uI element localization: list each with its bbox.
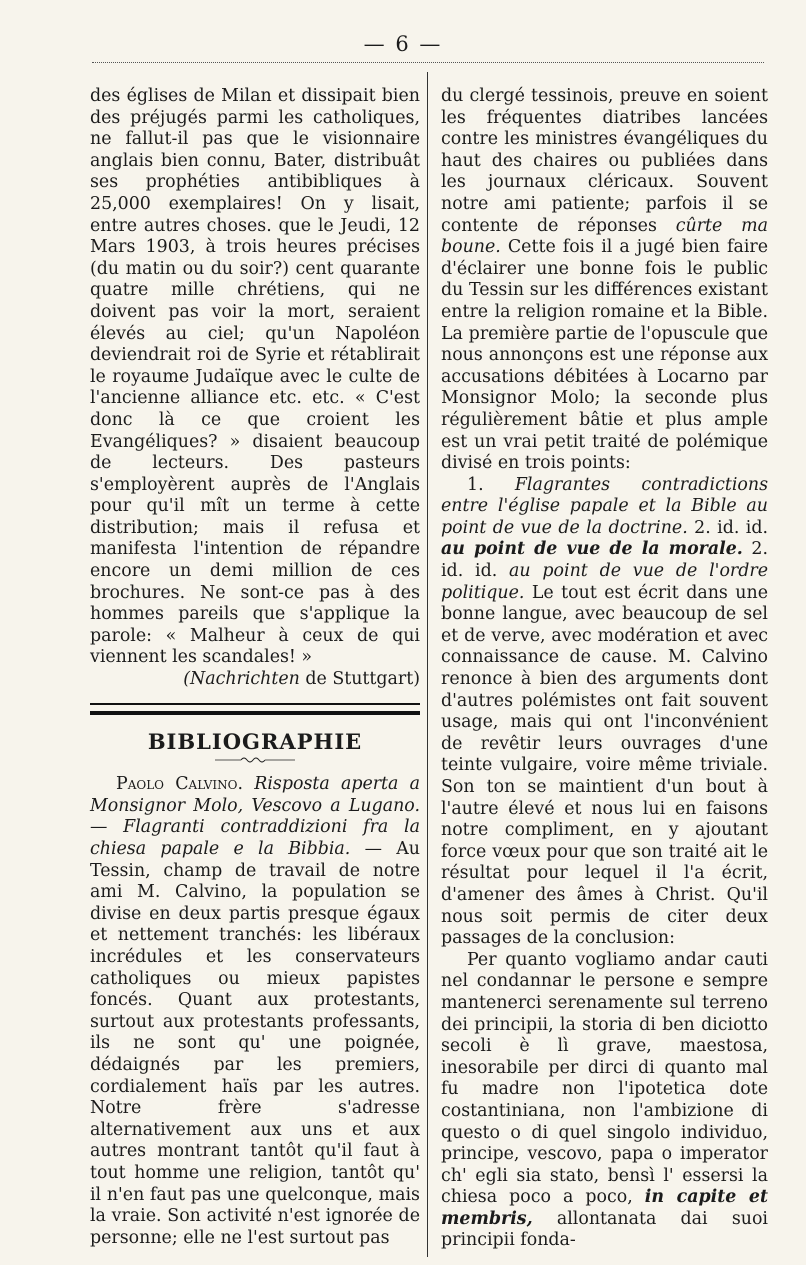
page-number: — 6 — <box>363 32 443 56</box>
quote-text: allontanata dai suoi principii fonda- <box>441 1208 768 1251</box>
source-name: (Nachrichten <box>183 669 300 690</box>
source-city: de Stuttgart) <box>299 669 420 690</box>
review-text: du clergé tessinois, preuve en soient les fréquentes diatribes lancées contre les ministres évangéliques du haut des chaires ou publiées dans les journaux cléricaux. Souvent notre ami patiente; parfois il se contente de réponses <box>441 86 768 236</box>
review-paragraph-2 <box>441 475 768 950</box>
header-rule <box>92 62 764 63</box>
quotation-paragraph <box>441 950 768 1252</box>
review-paragraph-1 <box>441 86 768 475</box>
latin-phrase: in capite et membris, <box>441 1187 768 1229</box>
point-number: 2. id. id. <box>441 539 769 582</box>
point-number: 2. id. id. <box>687 517 768 538</box>
biblio-review-text: — Au Tessin, champ de travail de notre ami M. Calvino, la population se divise en deux partis presque égaux et nettement tranchés: les libéraux incrédules et les conservateurs catholiques ou mieux papistes foncés. Quant aux protestants, surtout aux protestants professants, ils ne sont qu' une poignée, dédaignés par les premiers, cordialement haïs par les autres. Notre frère s'adresse alternativement aux uns et aux autres montrant tantôt qu'il faut à tout homme une religion, tantôt qu' il n'en faut pas une quelconque, mais la vraie. Son activité n'est ignorée de personne; elle ne l'est surtout pas <box>90 839 420 1248</box>
point-title: au point de vue de la morale. <box>441 539 743 560</box>
biblio-title: Risposta aperta a Monsignor Molo, Vescovo a Lugano. — Flagranti contraddizioni fra la chiesa papale e la Bibbia. <box>90 774 420 859</box>
left-column <box>90 86 420 1249</box>
ornament-divider-icon <box>215 756 295 764</box>
right-column <box>441 86 768 1252</box>
point-number: 1. <box>467 474 515 495</box>
section-title: BIBLIOGRAPHIE <box>147 728 363 754</box>
point-title: au point de vue de l'ordre politique. <box>441 561 768 603</box>
article-continuation: des églises de Milan et dissipait bien des préjugés parmi les catholiques, ne fallut-il pas que le visionnaire anglais bien connu, Bater, distribuât ses prophéties antibibliques à 25,000 exemplaires! On y lisait, entre autres choses. que le Jeudi, 12 Mars 1903, à trois heures précises (du matin ou du soir?) cent quarante quatre mille chrétiens, qui ne doivent pas voir la mort, seraient élevés au ciel; qu'un Napoléon deviendrait roi de Syrie et rétablirait le royaume Judaïque avec le culte de l'ancienne alliance etc. etc. « C'est donc là ce que croient les Evangéliques? » disaient beaucoup de lecteurs. Des pasteurs s'employèrent auprès de l'Anglais pour qu'il mît un terme à cette distribution; mais il refusa et manifesta l'intention de répandre encore un demi million de ces brochures. Ne sont-ce pas à des hommes pareils que s'applique la parole: « Malheur à ceux de qui viennent les scandales! » <box>90 86 420 668</box>
quote-text: Per quanto vogliamo andar cauti nel condannar le persone e sempre mantenerci serenamente sul terreno dei principii, la storia di ben diciotto secoli è lì grave, maestosa, inesorabile per dirci di quanto mal fu madre non l'ipotetica dote costantiniana, non l'ambizione di questo o di quel singolo individuo, principe, vescovo, papa o imperator ch' egli sia stato, bensì l' essersi la chiesa poco a poco, <box>441 949 768 1208</box>
section-rule <box>90 703 420 715</box>
column-divider <box>427 72 428 1257</box>
bibliography-entry <box>90 774 420 1249</box>
review-text: Le tout est écrit dans une bonne langue, avec beaucoup de sel et de verve, avec modération et avec connaissance de cause. M. Calvino renonce à bien des arguments dont d'autres polémistes ont fait souvent usage, mais qui ont l'inconvénient de revêtir leurs ouvrages d'une teinte vulgaire, voire même triviale. Son ton se maintient d'un bout à l'autre élevé et nous lui en faisons notre compliment, en y ajoutant force vœux pour que son traité ait le résultat pour lequel il l'a écrit, d'amener des âmes à Christ. Qu'il nous soit permis de citer deux passages de la conclusion: <box>441 582 768 949</box>
biblio-author: Paolo Calvino. <box>116 774 244 795</box>
article-source <box>90 669 420 691</box>
dialect-phrase: cûrte ma boune. <box>441 215 769 258</box>
point-title: Flagrantes contradictions entre l'église papale et la Bible au point de vue de la doctrine. <box>441 474 768 538</box>
review-text: Cette fois il a jugé bien faire d'éclairer une bonne fois le public du Tessin sur les différences existant entre la religion romaine et la Bible. La première partie de l'opuscule que nous annonçons est une réponse aux accusations débitées à Locarno par Monsignor Molo; la seconde plus régulièrement bâtie et plus ample est un vrai petit traité de polémique divisé en trois points: <box>441 237 768 474</box>
